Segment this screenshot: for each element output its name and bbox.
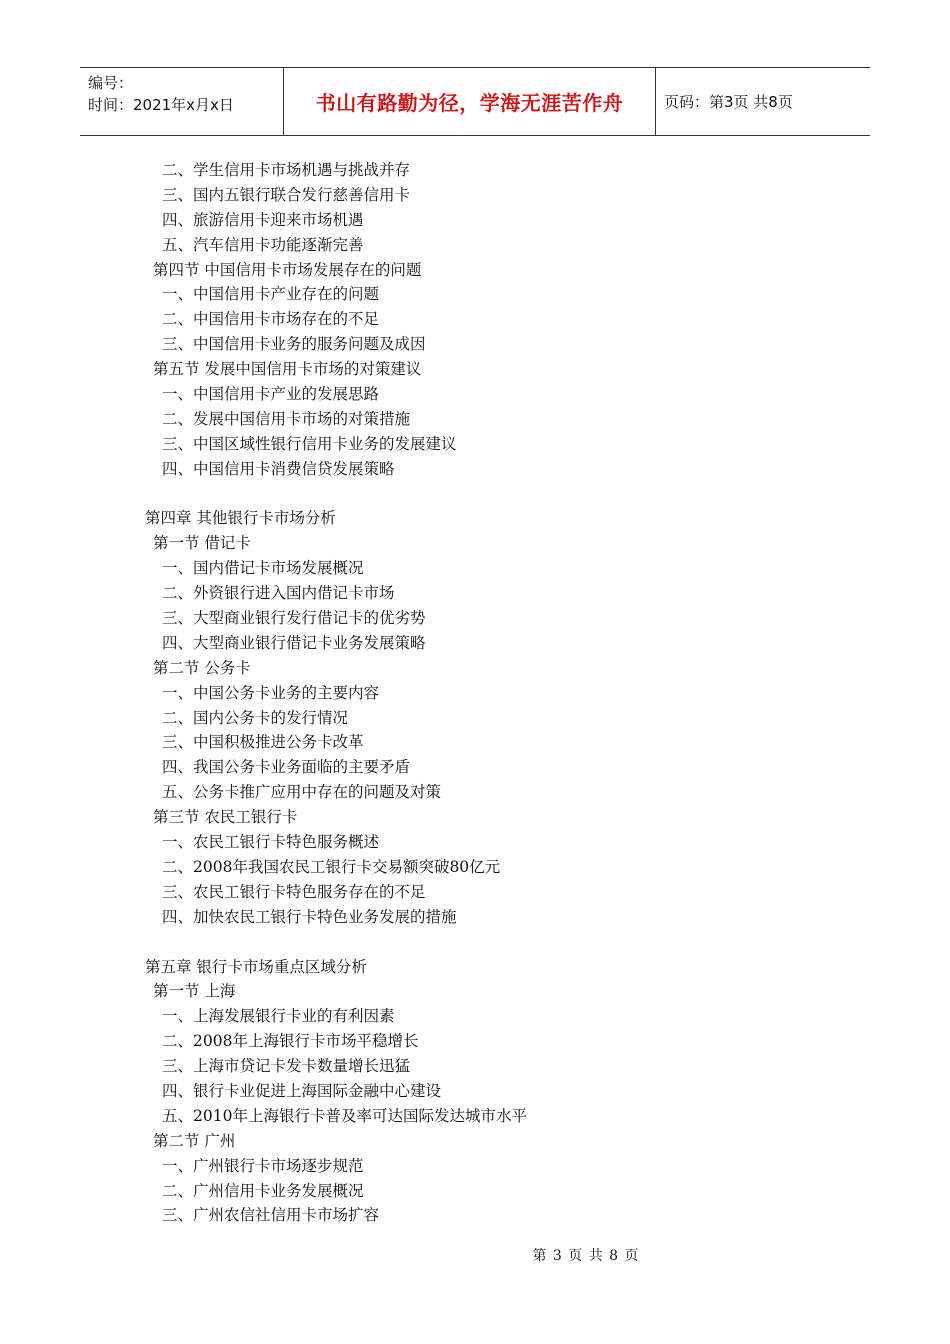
toc-item: 二、发展中国信用卡市场的对策措施 xyxy=(162,409,411,428)
toc-item: 四、大型商业银行借记卡业务发展策略 xyxy=(162,633,426,652)
toc-section: 第五节 发展中国信用卡市场的对策建议 xyxy=(153,360,422,379)
toc-item: 一、农民工银行卡特色服务概述 xyxy=(162,833,380,852)
toc-spacer xyxy=(0,482,950,507)
footer-page-number: 第 3 页 共 8 页 xyxy=(532,1248,640,1264)
page-footer xyxy=(0,1245,950,1265)
toc-section: 第一节 上海 xyxy=(153,982,236,1001)
toc-item: 二、国内公务卡的发行情况 xyxy=(162,708,349,727)
toc-item: 一、中国公务卡业务的主要内容 xyxy=(162,683,380,702)
toc-item: 五、2010年上海银行卡普及率可达国际发达城市水平 xyxy=(162,1106,527,1125)
toc-section: 第二节 广州 xyxy=(153,1131,236,1150)
toc-chapter: 第五章 银行卡市场重点区域分析 xyxy=(145,957,367,976)
toc-item: 一、国内借记卡市场发展概况 xyxy=(162,559,364,578)
toc-item: 五、汽车信用卡功能逐渐完善 xyxy=(162,235,364,254)
toc-item: 一、中国信用卡产业存在的问题 xyxy=(162,285,380,304)
toc-item: 二、2008年上海银行卡市场平稳增长 xyxy=(162,1032,419,1051)
toc-item: 三、中国信用卡业务的服务问题及成因 xyxy=(162,335,426,354)
toc-item: 三、中国积极推进公务卡改革 xyxy=(162,733,364,752)
toc-item: 二、2008年我国农民工银行卡交易额突破80亿元 xyxy=(162,857,501,876)
toc-section: 第四节 中国信用卡市场发展存在的问题 xyxy=(153,260,422,279)
toc-section: 第三节 农民工银行卡 xyxy=(153,808,298,827)
toc-item: 一、中国信用卡产业的发展思路 xyxy=(162,385,380,404)
toc-item: 二、中国信用卡市场存在的不足 xyxy=(162,310,380,329)
toc-item: 四、银行卡业促进上海国际金融中心建设 xyxy=(162,1081,442,1100)
toc-section: 第一节 借记卡 xyxy=(153,534,251,553)
toc-item: 四、我国公务卡业务面临的主要矛盾 xyxy=(162,758,411,777)
toc-item: 三、广州农信社信用卡市场扩容 xyxy=(162,1206,380,1225)
header-page-info: 页码：第3页 共8页 xyxy=(664,93,793,111)
toc-item: 三、上海市贷记卡发卡数量增长迅猛 xyxy=(162,1057,411,1076)
toc-item: 四、加快农民工银行卡特色业务发展的措施 xyxy=(162,907,457,926)
toc-chapter: 第四章 其他银行卡市场分析 xyxy=(145,509,336,528)
toc-item: 一、上海发展银行卡业的有利因素 xyxy=(162,1007,395,1026)
toc-item: 四、中国信用卡消费信贷发展策略 xyxy=(162,459,395,478)
toc-item: 三、国内五银行联合发行慈善信用卡 xyxy=(162,185,411,204)
toc-spacer xyxy=(0,930,950,955)
toc-item: 四、旅游信用卡迎来市场机遇 xyxy=(162,210,364,229)
document-date: 时间：2021年x月x日 xyxy=(88,96,234,114)
toc-item: 二、外资银行进入国内借记卡市场 xyxy=(162,584,395,603)
toc-section: 第二节 公务卡 xyxy=(153,658,251,677)
header-meta xyxy=(80,68,283,135)
toc-item: 五、公务卡推广应用中存在的问题及对策 xyxy=(162,783,442,802)
toc-item: 三、中国区域性银行信用卡业务的发展建议 xyxy=(162,434,457,453)
page-header xyxy=(80,67,870,136)
toc-item: 一、广州银行卡市场逐步规范 xyxy=(162,1156,364,1175)
toc-item: 三、农民工银行卡特色服务存在的不足 xyxy=(162,882,426,901)
toc-item: 二、学生信用卡市场机遇与挑战并存 xyxy=(162,161,411,179)
table-of-contents xyxy=(0,158,950,1228)
toc-item: 三、大型商业银行发行借记卡的优劣势 xyxy=(162,609,426,628)
document-number-label: 编号： xyxy=(88,74,134,92)
header-motto: 书山有路勤为径，学海无涯苦作舟 xyxy=(283,68,656,135)
toc-item: 二、广州信用卡业务发展概况 xyxy=(162,1181,364,1200)
